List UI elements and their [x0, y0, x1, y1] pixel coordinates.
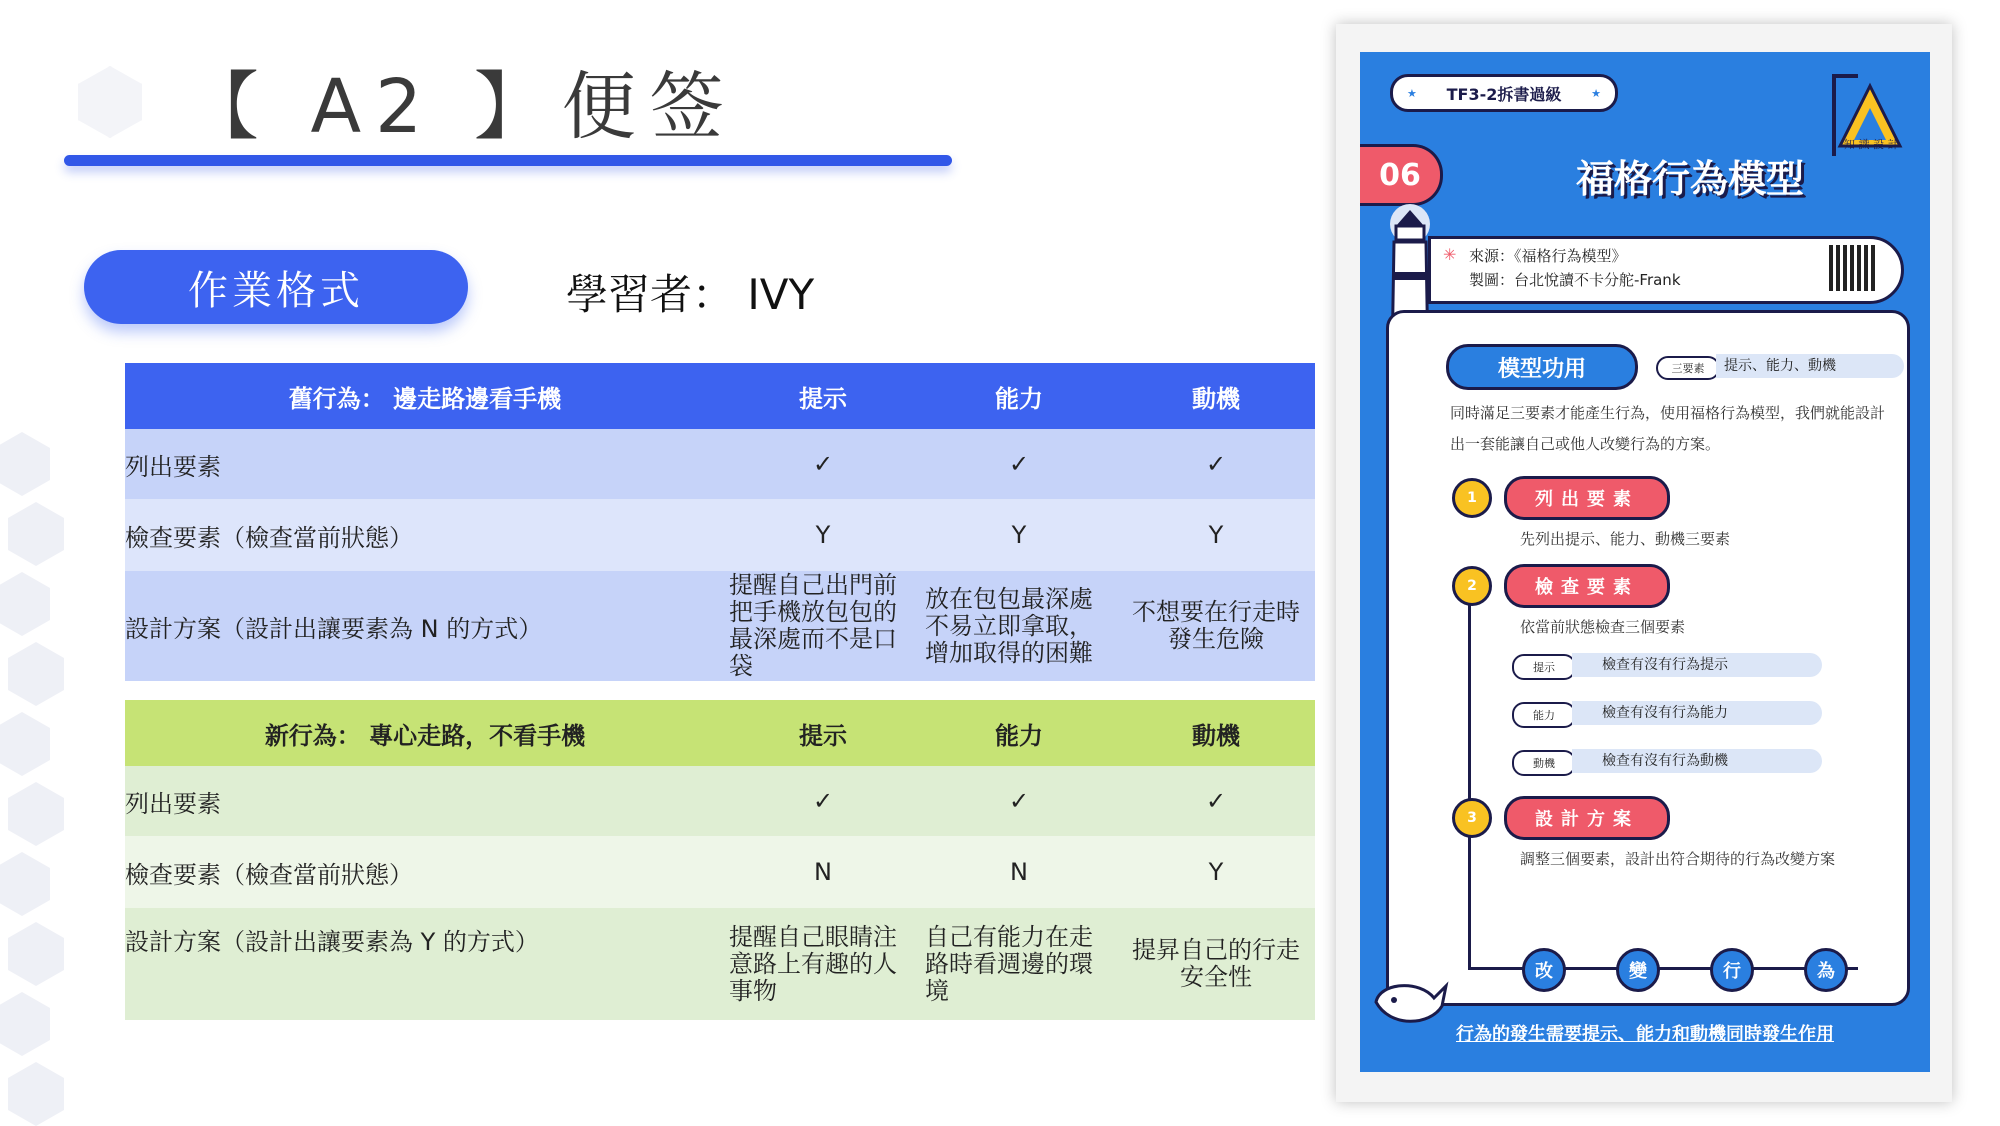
table-row	[125, 836, 1315, 908]
step-3-pill: 設計方案	[1504, 796, 1670, 840]
cell-prompt: 提醒自己出門前把手機放包包的最深處而不是口袋	[725, 571, 921, 681]
cell-ability: 自己有能力在走路時看週邊的環境	[921, 908, 1117, 1020]
header-ability: 能力	[921, 700, 1117, 766]
step-1-pill: 列出要素	[1504, 476, 1670, 520]
flow-line	[1468, 570, 1471, 970]
step-1-dot: 1	[1452, 478, 1492, 518]
cell-prompt: ✓	[725, 429, 921, 499]
check-motivation-tag: 動機	[1512, 750, 1576, 776]
source-text: 來源：《福格行為模型》	[1469, 247, 1627, 265]
change-char-1: 改	[1522, 948, 1566, 992]
row-label: 檢查要素（檢查當前狀態）	[125, 499, 725, 571]
sparkle-icon: ✳	[1443, 245, 1457, 264]
change-char-2: 變	[1616, 948, 1660, 992]
poster-title: 福格行為模型	[1575, 157, 1804, 201]
cell-ability: 放在包包最深處不易立即拿取，增加取得的困難	[921, 571, 1117, 681]
three-elements-tag: 三要素	[1656, 356, 1720, 380]
title-underline	[64, 155, 952, 166]
cell-motivation: 不想要在行走時發生危險	[1117, 571, 1315, 681]
cell-prompt: Y	[725, 499, 921, 571]
title-hexagon	[78, 66, 142, 138]
step-2-dot: 2	[1452, 566, 1492, 606]
header-prompt: 提示	[725, 363, 921, 429]
cell-prompt: N	[725, 836, 921, 908]
table-header-row	[125, 363, 1315, 429]
step-2-desc: 依當前狀態檢查三個要素	[1520, 618, 1686, 636]
check-prompt-tag: 提示	[1512, 654, 1576, 680]
header-motivation: 動機	[1117, 363, 1315, 429]
logo-text: 知 識 設 計	[1844, 138, 1899, 151]
section-pill: 模型功用	[1446, 344, 1638, 390]
change-char-3: 行	[1710, 948, 1754, 992]
row-label: 檢查要素（檢查當前狀態）	[125, 836, 725, 908]
step-1-desc: 先列出提示、能力、動機三要素	[1520, 530, 1731, 548]
row-label: 設計方案（設計出讓要素為 N 的方式）	[125, 571, 725, 681]
check-ability-tag: 能力	[1512, 702, 1576, 728]
source-box	[1428, 236, 1904, 304]
check-ability-text: 檢查有沒有行為能力	[1572, 701, 1822, 725]
maker-text: 製圖：台北悅讀不卡分舵-Frank	[1469, 271, 1681, 289]
poster-number: 06	[1360, 144, 1443, 206]
row-label: 列出要素	[125, 766, 725, 836]
cell-motivation: Y	[1117, 836, 1315, 908]
step-3-desc: 調整三個要素，設計出符合期待的行為改變方案	[1520, 850, 1836, 868]
table-header-row	[125, 700, 1315, 766]
header-behavior: 新行為： 專心走路，不看手機	[125, 700, 725, 766]
poster-tag-text: TF3-2拆書過級	[1446, 84, 1562, 104]
cell-ability: ✓	[921, 429, 1117, 499]
table-row	[125, 571, 1315, 681]
table-row	[125, 429, 1315, 499]
row-label: 列出要素	[125, 429, 725, 499]
row-label: 設計方案（設計出讓要素為 Y 的方式）	[125, 908, 725, 1020]
cell-prompt: ✓	[725, 766, 921, 836]
poster-intro: 同時滿足三要素才能產生行為，使用福格行為模型，我們就能設計出一套能讓自己或他人改變行為的方案。	[1450, 404, 1886, 453]
poster-tag: ★ TF3-2拆書過級 ★	[1390, 74, 1618, 112]
header-prompt: 提示	[725, 700, 921, 766]
poster-footer: 行為的發生需要提示、能力和動機同時發生作用	[1456, 1024, 1834, 1045]
check-motivation-text: 檢查有沒有行為動機	[1572, 749, 1822, 773]
table-row	[125, 499, 1315, 571]
cell-motivation: Y	[1117, 499, 1315, 571]
step-3-dot: 3	[1452, 798, 1492, 838]
fogg-model-poster	[1360, 52, 1930, 1072]
check-prompt-text: 檢查有沒有行為提示	[1572, 653, 1822, 677]
header-behavior: 舊行為： 邊走路邊看手機	[125, 363, 725, 429]
new-behavior-table	[125, 700, 1315, 1020]
cell-ability: ✓	[921, 766, 1117, 836]
table-row	[125, 766, 1315, 836]
slide-title: 【 A2 】便签	[185, 64, 738, 150]
change-char-4: 為	[1804, 948, 1848, 992]
cell-ability: N	[921, 836, 1117, 908]
format-badge: 作業格式	[84, 250, 468, 324]
cell-motivation: ✓	[1117, 766, 1315, 836]
header-ability: 能力	[921, 363, 1117, 429]
three-elements-desc: 提示、能力、動機	[1716, 354, 1904, 378]
cell-prompt: 提醒自己眼睛注意路上有趣的人事物	[725, 908, 921, 1020]
cell-motivation: 提昇自己的行走安全性	[1117, 908, 1315, 1020]
table-row	[125, 908, 1315, 1020]
learner-label: 學習者： IVY	[566, 270, 815, 319]
decorative-hexagons	[0, 380, 70, 1125]
cell-ability: Y	[921, 499, 1117, 571]
old-behavior-table	[125, 363, 1315, 681]
qr-code	[1829, 245, 1875, 291]
cell-motivation: ✓	[1117, 429, 1315, 499]
step-2-pill: 檢查要素	[1504, 564, 1670, 608]
header-motivation: 動機	[1117, 700, 1315, 766]
